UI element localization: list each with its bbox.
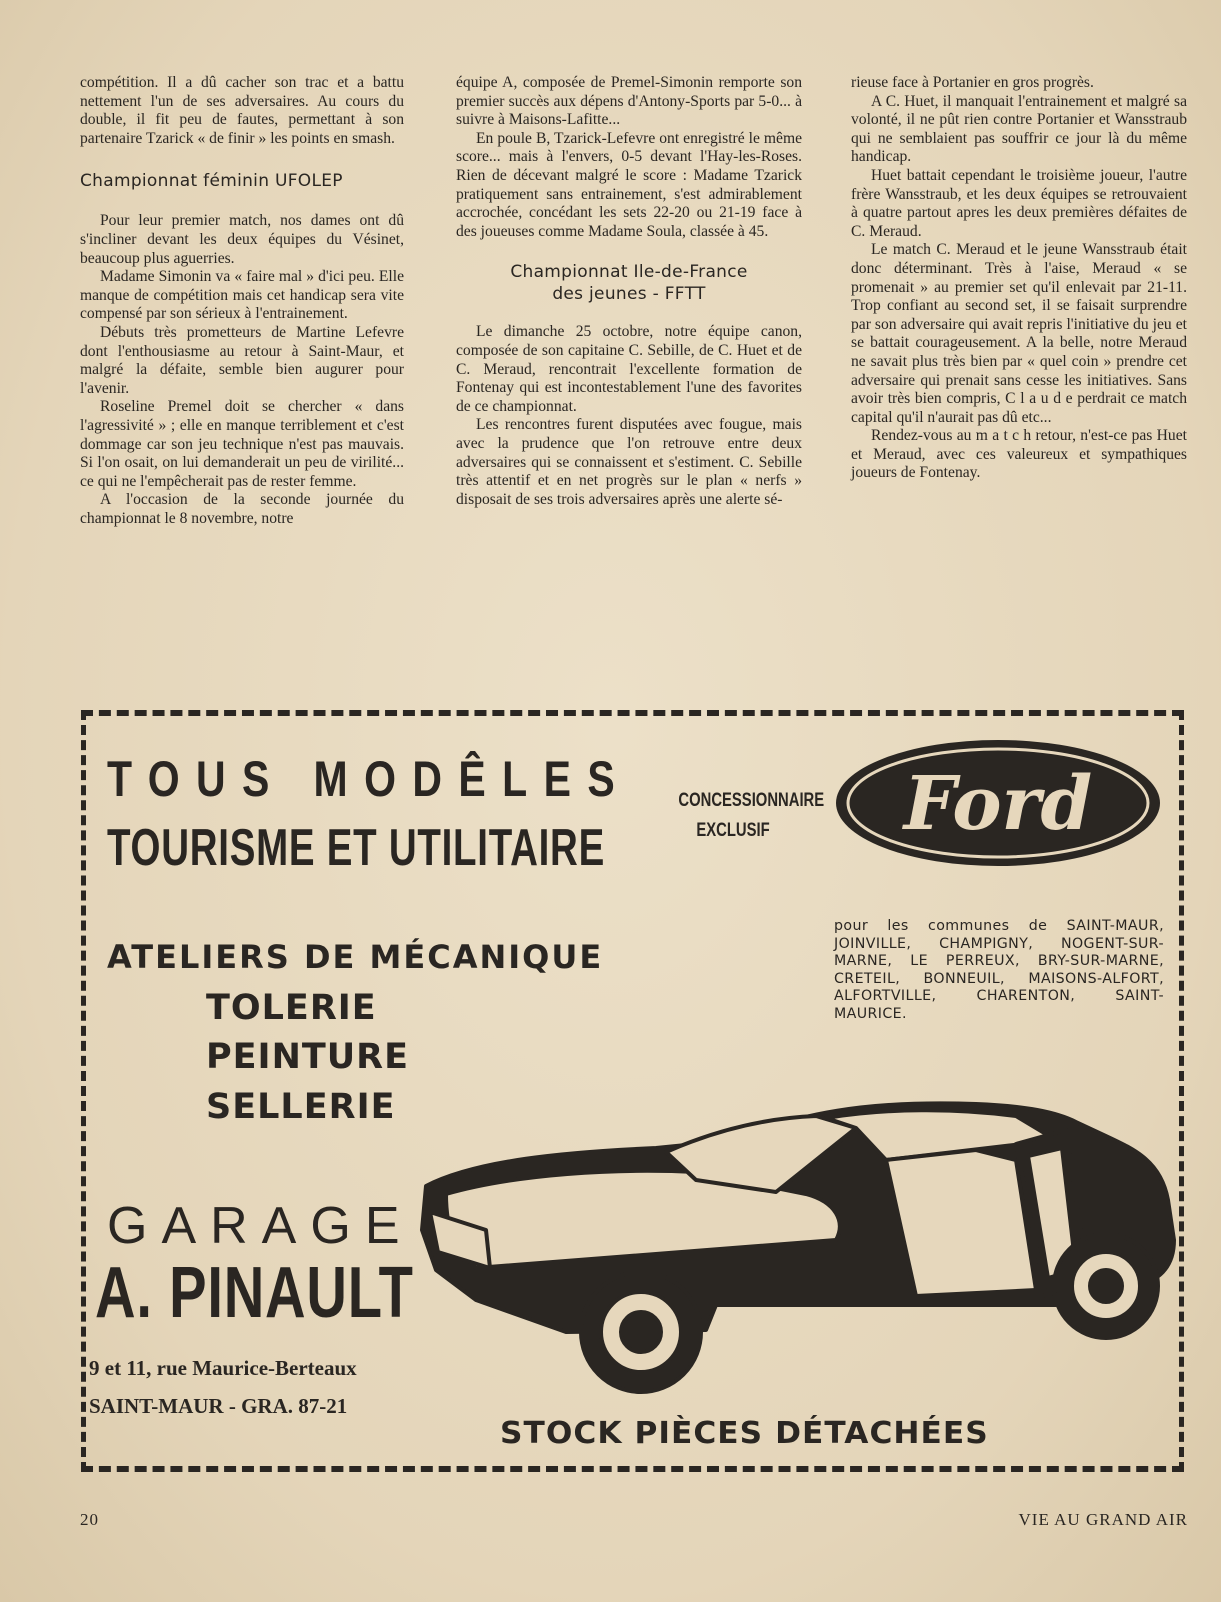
section-heading (456, 261, 802, 305)
communes-names: SAINT-MAUR, JOINVILLE, CHAMPIGNY, NOGENT-SUR-MARNE, LE PERREUX, BRY-SUR-MARNE, CRETEIL, BONNEUIL, MAISONS-ALFORT, ALFORTVILLE, CHARENTON, SAINT-MAURICE. (834, 918, 1164, 1022)
paragraph: équipe A, composée de Premel-Simonin remporte son premier succès aux dépens d'Antony-Sports par 5-0... à suivre à Maisons-Lafitte... (456, 74, 802, 129)
paragraph: En poule B, Tzarick-Lefevre ont enregistré le même score... mais à l'envers, 0-5 devant l'Hay-les-Roses. Rien de décevant malgré le score : Madame Tzarick pratiquement sans entrainement, s'est admirablement accrochée, concédant les sets 22-20 ou 21-19 face à des joueuses comme Madame Soula, classée à 45. (456, 129, 802, 240)
service-tolerie: TOLERIE (206, 988, 377, 1028)
paragraph: Roseline Premel doit se chercher « dans l'agressivité » ; elle en manque terriblement et c'est dommage car son jeu technique n'est pas mauvais. Si l'on osait, on lui demanderait un peu de virilité... ce qui ne l'empêcherait pas de rester femme. (80, 398, 404, 490)
paragraph: Huet battait cependant le troisième joueur, l'autre frère Wansstraub, et les deux équipes se retrouvaient à quatre partout apres les deux premières défaites de C. Meraud. (851, 166, 1187, 240)
ford-logo-text: Ford (903, 761, 1093, 847)
communes-list (834, 918, 1164, 1024)
heading-line: Championnat Ile-de-France (510, 262, 748, 283)
garage-label: GARAGE (107, 1197, 414, 1255)
article-column-3 (851, 74, 1187, 483)
dealer-label-line: CONCESSIONNAIRE (678, 790, 825, 811)
stock-slogan: STOCK PIÈCES DÉTACHÉES (500, 1416, 989, 1451)
paragraph: Le dimanche 25 octobre, notre équipe canon, composée de son capitaine C. Sebille, de C. Huet et de C. Meraud, rencontrait l'excellente formation de Fontenay qui est incontestablement l'une des favorites de ce championnat. (456, 323, 802, 415)
article-column-2 (456, 74, 802, 509)
section-heading: Championnat féminin UFOLEP (80, 171, 343, 192)
paragraph: Débuts très prometteurs de Martine Lefevre dont l'enthousiasme au retour à Saint-Maur, et malgré la défaite, semble bien augurer pour l'avenir. (80, 323, 404, 397)
paragraph: Le match C. Meraud et le jeune Wansstraub était donc déterminant. Très à l'aise, Meraud « se promenait » au premier set qu'il enlevait par 21-11. Trop confiant au second set, il se faisait surprendre par son adversaire qui avait repris l'initiative du jeu et se battait courageusement. A la belle, notre Meraud ne savait plus très bien par « quel coin » prendre cet adversaire qui prenait sans cesse les initiatives. Sans avoir très bien compris, C l a u d e perdrait ce match capital qu'il n'aurait pas dû etc... (851, 241, 1187, 426)
garage-name: A. PINAULT (95, 1253, 414, 1333)
communes-prefix: pour les communes de (834, 918, 1048, 934)
article-column-1 (80, 74, 404, 528)
paragraph: rieuse face à Portanier en gros progrès. (851, 74, 1094, 91)
ad-headline: TOUS MODÊLES (107, 751, 632, 807)
car-illustration (416, 1100, 1178, 1400)
address-city-phone: SAINT-MAUR - GRA. 87-21 (89, 1394, 348, 1418)
paragraph: A l'occasion de la seconde journée du championnat le 8 novembre, notre (80, 491, 404, 527)
address-street: 9 et 11, rue Maurice-Berteaux (89, 1356, 357, 1380)
dealer-label (678, 786, 825, 846)
dealer-label-line: EXCLUSIF (696, 820, 770, 841)
ad-subheadline: TOURISME ET UTILITAIRE (107, 819, 605, 877)
ford-logo (833, 737, 1163, 869)
page-number: 20 (80, 1510, 99, 1529)
service-peinture: PEINTURE (206, 1037, 410, 1077)
paragraph: A C. Huet, il manquait l'entrainement et malgré sa volonté, il ne pût rien contre Portanier et Wansstraub qui ne semblaient pas souffrir ce jour là du même handicap. (851, 92, 1187, 166)
magazine-title: VIE AU GRAND AIR (1018, 1510, 1188, 1529)
service-ateliers: ATELIERS DE MÉCANIQUE (107, 938, 604, 976)
heading-line: des jeunes - FFTT (552, 284, 706, 305)
service-sellerie: SELLERIE (206, 1087, 396, 1127)
paragraph: Les rencontres furent disputées avec fougue, mais avec la prudence que l'on retrouve entre deux adversaires qui se connaissent et s'estiment. C. Sebille très attentif et en net progrès sur le plan « nerfs » disposait de ses trois adversaires après une alerte sé- (456, 416, 802, 508)
paragraph: Rendez-vous au m a t c h retour, n'est-ce pas Huet et Meraud, avec ces valeureux et sympathiques joueurs de Fontenay. (851, 427, 1187, 482)
paragraph: Pour leur premier match, nos dames ont dû s'incliner devant les deux équipes du Vésinet, beaucoup plus aguerries. (80, 212, 404, 267)
paragraph: compétition. Il a dû cacher son trac et a battu nettement l'un de ses adversaires. Au cours du double, il fit peu de fautes, permettant à son partenaire Tzarick « de finir » les points en smash. (80, 74, 404, 147)
paragraph: Madame Simonin va « faire mal » d'ici peu. Elle manque de compétition mais cet handicap sera vite compensé par son sérieux à l'entrainement. (80, 268, 404, 323)
